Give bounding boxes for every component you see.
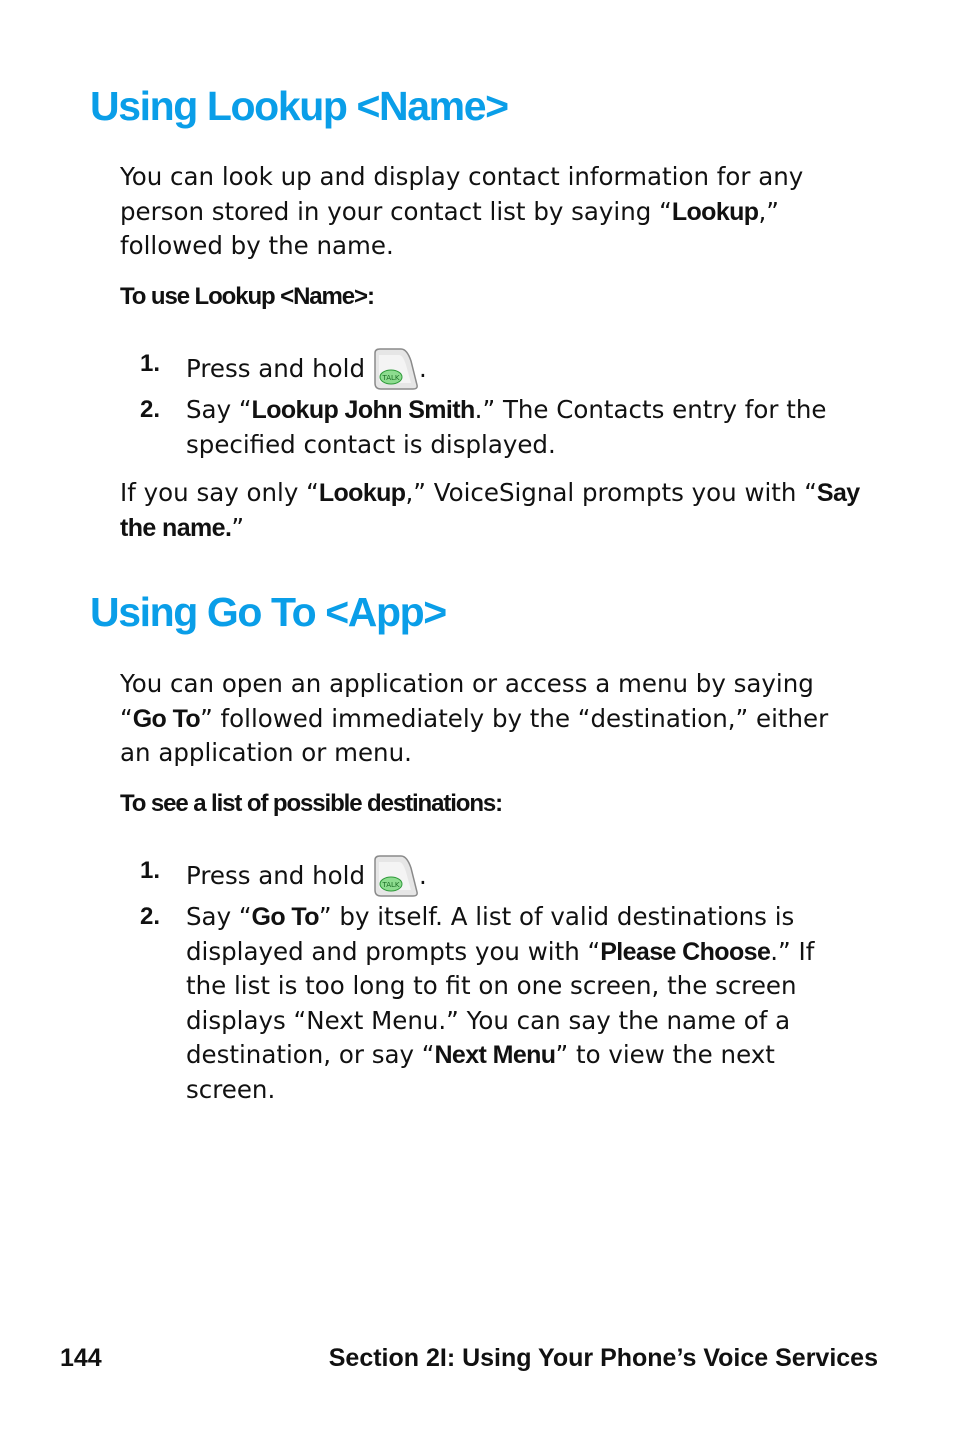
lookup-intro-paragraph: You can look up and display contact information for any person stored in your contact list by saying “Lookup,” followed by the name. (120, 162, 804, 261)
section-footer-title: Section 2I: Using Your Phone’s Voice Services (328, 1344, 878, 1372)
step-number: 1. (140, 857, 161, 884)
svg-text:TALK: TALK (382, 881, 400, 889)
lookup-step-2 (140, 393, 860, 462)
section-heading-lookup: Using Lookup <Name> (90, 83, 508, 129)
step-text: Press and hold (186, 861, 366, 890)
step-text: Press and hold (186, 354, 366, 383)
step-number: 2. (140, 396, 161, 423)
lookup-procedure-subheading: To use Lookup <Name>: (120, 283, 374, 310)
step-text: Say “Go To” by itself. A list of valid destinations is displayed and prompts you with “Please Choose.” If the list is too long to fit on one screen, the screen displays “Next Menu.” You can say the name of a destination, or say “Next Menu” to view the next screen. (186, 902, 815, 1104)
talk-key-icon (371, 347, 419, 391)
section-heading-goto: Using Go To <App> (90, 589, 446, 635)
lookup-step-1 (140, 347, 860, 391)
goto-intro-paragraph: You can open an application or access a menu by saying “Go To” followed immediately by the “destination,” either an application or menu. (120, 669, 829, 768)
goto-step-2 (140, 900, 860, 1108)
step-number: 2. (140, 903, 161, 930)
page-number: 144 (60, 1344, 102, 1372)
step-text-end: . (419, 861, 427, 890)
step-text-end: . (419, 354, 427, 383)
talk-key-icon (371, 854, 419, 898)
svg-text:TALK: TALK (382, 374, 400, 382)
step-number: 1. (140, 350, 161, 377)
goto-procedure-subheading: To see a list of possible destinations: (120, 790, 503, 817)
goto-step-1 (140, 854, 860, 898)
lookup-note-paragraph: If you say only “Lookup,” VoiceSignal prompts you with “Say the name.” (120, 478, 860, 542)
step-text: Say “Lookup John Smith.” The Contacts entry for the specified contact is displayed. (186, 395, 827, 459)
